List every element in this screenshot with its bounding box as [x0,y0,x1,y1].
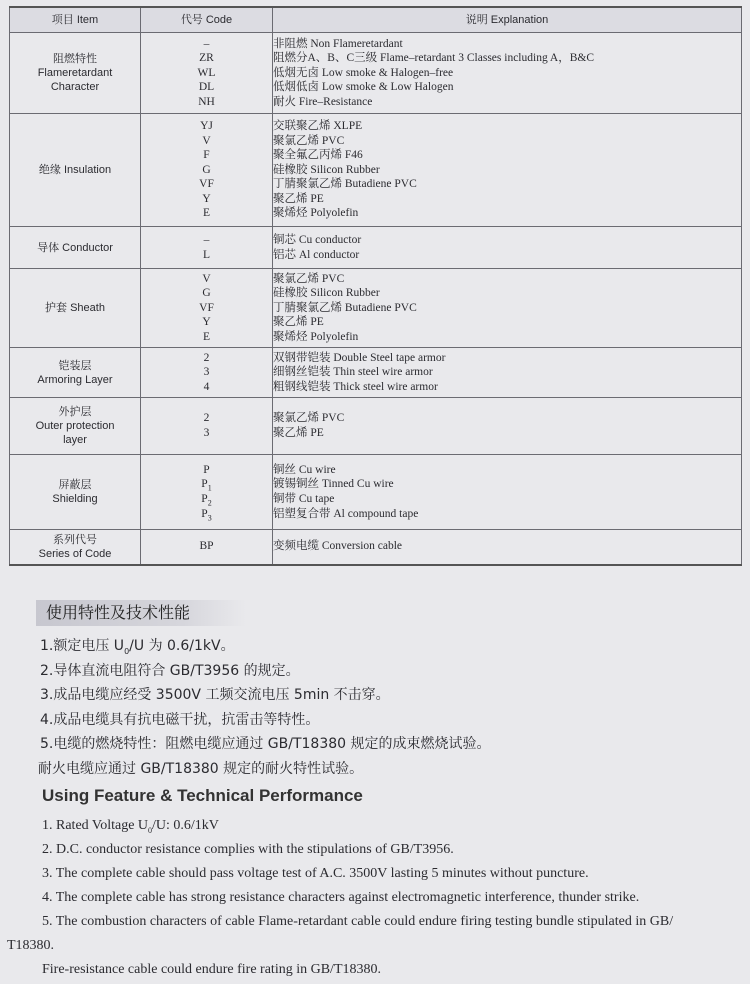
code-value: YJ [200,119,213,132]
code-value: BP [199,540,214,553]
explanation-text: 聚氯乙烯 PVC [273,272,345,285]
item-label: Outer protection [35,420,115,432]
list-text: 3. The complete cable should pass voltage test of A.C. 3500V lasting 5 minutes without puncture. [42,866,589,881]
list-item-cn [38,757,491,782]
explanation-text: 非阻燃 Non Flameretardant [273,37,403,50]
explanation-text: 低烟无卤 Low smoke & Halogen–free [273,66,454,79]
list-subscript: 0 [148,825,153,835]
row-item-cell [10,227,141,269]
explanation-text: 聚氯乙烯 PVC [273,412,345,425]
explanation-text: 丁腈聚氯乙烯 Butadiene PVC [273,178,417,191]
explanation-text: 聚乙烯 PE [273,316,324,329]
code-value: F [203,149,210,162]
list-item-en [0,862,750,886]
list-text: /U: 0.6/1kV [152,818,219,833]
explanation-text: 变频电缆 Conversion cable [273,540,403,553]
row-item-cell [10,33,141,114]
table-row [10,348,742,398]
header-explanation: 说明 Explanation [273,7,742,33]
item-label: 阻燃特性 [53,53,97,65]
code-value: L [202,248,211,261]
explanation-text: 聚氯乙烯 PVC [273,134,345,147]
list-text: 4.成品电缆具有抗电磁干扰，抗雷击等特性。 [40,711,320,728]
row-explanation-cell [273,227,742,269]
code-value [141,492,272,507]
item-label: Shielding [52,493,98,505]
row-code-cell [141,455,273,530]
feature-list-cn [40,634,491,781]
feature-list-en [0,814,750,982]
code-value: 2 [203,351,210,364]
row-code-cell [141,398,273,455]
row-item-cell [10,114,141,227]
item-label: layer [63,434,87,446]
code-value: 2 [203,412,210,425]
item-label: 铠装层 [58,359,92,372]
code-value: Y [202,316,211,329]
explanation-text: 聚乙烯 PE [273,427,324,439]
table-row [10,398,742,455]
explanation-text: 铜带 Cu tape [273,493,335,505]
table-row [10,530,742,565]
explanation-text: 镀锡铜丝 Tinned Cu wire [273,478,394,491]
explanation-text: 阻燃分A、B、C三级 Flame–retardant 3 Classes including A，B&C [273,52,595,65]
item-label: 系列代号 [53,533,97,546]
code-value: WL [197,66,216,79]
cable-code-table [9,6,742,566]
row-explanation-cell [273,455,742,530]
row-code-cell [141,114,273,227]
explanation-text: 细钢丝铠装 Thin steel wire armor [273,366,433,379]
code-base: P [201,507,208,520]
explanation-text: 铝芯 Al conductor [273,248,360,261]
explanation-text: 粗钢线铠装 Thick steel wire armor [273,380,438,393]
section-title-en: Using Feature & Technical Performance [42,786,363,805]
explanation-text: 交联聚乙烯 XLPE [273,119,363,132]
list-item-en [0,886,750,910]
row-item-cell [10,530,141,565]
explanation-text: 丁腈聚氯乙烯 Butadiene PVC [273,301,417,314]
list-item-en [0,910,750,934]
code-value [141,507,272,522]
table-row [10,269,742,348]
code-value: G [202,163,211,176]
table-row [10,33,742,114]
explanation-text: 聚全氟乙丙烯 F46 [273,149,363,162]
code-value: E [202,330,211,343]
list-item-cn [40,683,491,708]
code-value: V [202,134,211,147]
table-row [10,227,742,269]
code-value: 3 [203,366,210,379]
list-item-en [0,934,750,958]
list-item-cn [40,708,491,733]
list-item-cn [40,732,491,757]
item-label: Character [50,81,100,93]
code-value: 3 [203,427,210,439]
item-label: Flameretardant [37,67,113,79]
code-subscript: 3 [207,512,212,522]
explanation-text: 铜芯 Cu conductor [273,233,362,246]
code-base: P [201,478,208,491]
header-code: 代号 Code [141,7,273,33]
explanation-text: 低烟低卤 Low smoke & Low Halogen [273,81,454,94]
list-item-cn [40,634,491,659]
item-label: Armoring Layer [37,373,113,386]
row-explanation-cell [273,530,742,565]
section-title-cn: 使用特性及技术性能 [36,600,246,626]
explanation-text: 铜丝 Cu wire [273,463,336,476]
list-text: 3.成品电缆应经受 3500V 工频交流电压 5min 不击穿。 [40,687,390,703]
table-header-row [10,7,742,33]
item-label: Series of Code [38,547,112,560]
row-explanation-cell [273,348,742,398]
code-subscript: 1 [207,483,212,493]
row-item-cell [10,269,141,348]
row-code-cell [141,33,273,114]
list-text: Fire-resistance cable could endure fire rating in GB/T18380. [42,962,381,977]
list-text: 1. Rated Voltage U [42,818,149,833]
list-item-en [0,814,750,838]
row-item-cell [10,348,141,398]
code-value: Y [202,192,211,205]
code-value: NH [198,95,215,108]
list-text: 2. D.C. conductor resistance complies with the stipulations of GB/T3956. [42,842,454,857]
code-value [141,477,272,492]
item-label: 屏蔽层 [58,479,92,491]
explanation-text: 双钢带铠装 Double Steel tape armor [273,351,446,364]
list-text: 耐火电缆应通过 GB/T18380 规定的耐火特性试验。 [38,760,364,777]
list-text: T18380. [7,938,55,953]
list-item-en [0,838,750,862]
code-value: – [203,233,210,246]
explanation-text: 铝塑复合带 Al compound tape [273,507,419,520]
code-value: 4 [203,380,210,393]
code-subscript: 2 [207,498,212,508]
explanation-text: 聚烯烃 Polyolefin [273,330,359,343]
explanation-text: 耐火 Fire–Resistance [273,95,373,108]
header-item: 项目 Item [10,7,141,33]
explanation-text: 聚烯烃 Polyolefin [273,207,359,220]
table-row [10,114,742,227]
code-value: V [202,272,211,285]
row-explanation-cell [273,398,742,455]
code-value: – [203,37,210,50]
code-value: ZR [199,52,214,65]
code-value: G [202,287,211,300]
item-label: 导体 Conductor [37,241,113,254]
list-item-cn [40,659,491,684]
code-value: VF [199,178,214,191]
row-code-cell [141,530,273,565]
code-value [141,463,272,478]
row-code-cell [141,227,273,269]
code-value: E [202,207,211,220]
code-value: DL [198,81,215,94]
row-explanation-cell [273,114,742,227]
list-text: 5.电缆的燃烧特性：阻燃电缆应通过 GB/T18380 规定的成束燃烧试验。 [40,736,491,752]
explanation-text: 聚乙烯 PE [273,192,324,205]
list-subscript: 0 [124,646,130,656]
row-code-cell [141,269,273,348]
explanation-text: 硅橡胶 Silicon Rubber [273,163,380,176]
item-label: 绝缘 Insulation [38,164,112,176]
code-value: VF [199,301,214,314]
explanation-text: 硅橡胶 Silicon Rubber [273,287,380,300]
list-item-en [0,958,750,982]
row-explanation-cell [273,33,742,114]
list-text: 5. The combustion characters of cable Flame-retardant cable could endure firing testing bundle stipulated in GB/ [42,914,674,929]
row-code-cell [141,348,273,398]
table-body [10,33,742,565]
row-item-cell [10,455,141,530]
list-text: 4. The complete cable has strong resistance characters against electromagnetic interference, thunder strike. [42,890,640,905]
list-text: 2.导体直流电阻符合 GB/T3956 的规定。 [40,662,300,679]
row-explanation-cell [273,269,742,348]
table-row [10,455,742,530]
row-item-cell [10,398,141,455]
item-label: 外护层 [58,406,92,418]
item-label: 护套 Sheath [45,302,105,314]
list-text: /U 为 0.6/1kV。 [129,638,235,654]
code-base: P [203,463,210,476]
code-base: P [201,493,208,505]
list-text: 1.额定电压 U [40,638,125,654]
